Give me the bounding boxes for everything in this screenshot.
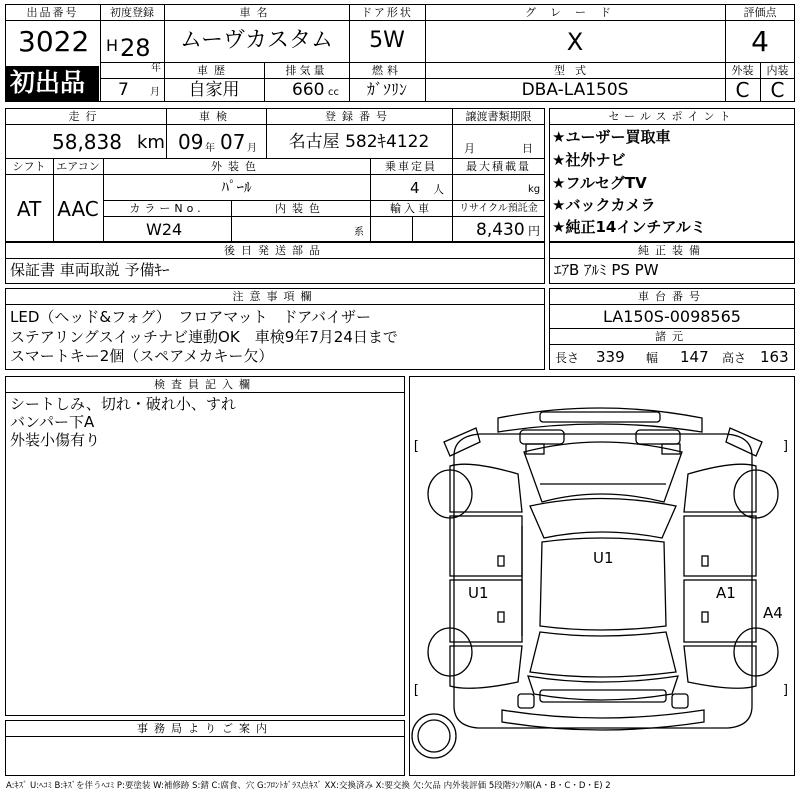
reg-month: 7 xyxy=(118,80,129,100)
inspector-label: 検査員記入欄 xyxy=(154,378,256,391)
recycle-value: 8,430 xyxy=(476,220,525,240)
car-name: ムーヴカスタム xyxy=(180,28,333,53)
length-value: 339 xyxy=(596,348,625,366)
int-grade: C xyxy=(770,78,785,102)
reg-month-unit: 月 xyxy=(150,87,160,98)
sales-point-item: ★社外ナビ xyxy=(552,151,626,169)
color-label: 外装色 xyxy=(211,160,262,173)
car-damage-diagram xyxy=(410,376,796,776)
plate-label: 登録番号 xyxy=(325,110,393,123)
bracket-right-front: ] xyxy=(782,439,790,454)
model-label: 型式 xyxy=(554,64,596,77)
damage-mark-left-door: U1 xyxy=(468,584,489,602)
recycle-unit: 円 xyxy=(528,224,541,238)
interior-label: 内装色 xyxy=(275,202,326,215)
bracket-left-front: [ xyxy=(412,439,420,454)
damage-mark-right-side: A4 xyxy=(763,604,783,622)
inspector-line: 外装小傷有り xyxy=(10,431,101,449)
bracket-right-rear: ] xyxy=(782,683,790,698)
transfer-day: 日 xyxy=(522,142,533,155)
height-value: 163 xyxy=(760,348,789,366)
notes-line: ステアリングスイッチナビ連動OK 車検9年7月24日まで xyxy=(10,328,398,346)
width-label: 幅 xyxy=(646,351,659,365)
name-label: 車名 xyxy=(239,6,274,19)
notes-line: LED（ヘッド&フォグ） フロアマット ドアバイザー xyxy=(10,308,372,326)
details-box xyxy=(5,108,545,242)
inspector-line: シートしみ、切れ・破れ小、すれ xyxy=(10,395,236,413)
inspect-year: 09 xyxy=(178,130,204,154)
shift-value: AT xyxy=(16,197,42,221)
inspector-line: バンパー下A xyxy=(10,413,95,431)
length-label: 長さ xyxy=(555,351,580,365)
later-parts-value: 保証書 車両取説 予備ｷｰ xyxy=(10,261,170,279)
capacity-label: 乗車定員 xyxy=(385,160,437,173)
color-no-label: カラーNo. xyxy=(129,202,205,215)
chassis-label: 車台番号 xyxy=(638,290,706,303)
inspect-month: 07 xyxy=(220,130,246,154)
genuine-value: ｴｱB ｱﾙﾐ PS PW xyxy=(554,261,659,279)
model-value: DBA-LA150S xyxy=(521,80,629,100)
ext-grade: C xyxy=(735,78,750,102)
reg-year-unit: 年 xyxy=(151,63,161,74)
mileage-value: 58,838 xyxy=(52,130,122,154)
first-listing-label: 初出品 xyxy=(10,68,86,97)
interior-unit: 系 xyxy=(354,227,364,238)
grade-label: グレード xyxy=(525,6,625,19)
reg-label: 初度登録 xyxy=(110,6,154,19)
damage-mark-right-door: A1 xyxy=(716,584,736,602)
reg-era: H xyxy=(106,36,119,55)
transfer-month: 月 xyxy=(464,142,475,155)
ext-label: 外装 xyxy=(731,64,754,77)
sales-point-item: ★バックカメラ xyxy=(552,196,656,214)
capacity-unit: 人 xyxy=(433,183,444,196)
sales-point-item: ★ユーザー買取車 xyxy=(552,128,671,146)
sales-point-item: ★純正14インチアルミ xyxy=(552,218,706,236)
sales-points-label: セールスポイント xyxy=(608,110,736,123)
grade-value: X xyxy=(566,28,584,56)
legend-text: A:ｷｽﾞ U:ﾍｺﾐ B:ｷｽﾞを伴うﾍｺﾐ P:要塗装 W:補修跡 S:錆 C:腐食、穴 G:ﾌﾛﾝﾄｶﾞﾗｽ点ｷｽﾞ XX:交換済み X:要交換 欠:欠品 内外装評価 5段階ﾗﾝｸ順(A・B・C・D・E) 2 xyxy=(6,781,611,791)
recycle-label: リサイクル預託金 xyxy=(459,203,538,214)
color-value: ﾊﾟｰﾙ xyxy=(221,178,252,196)
inspect-year-unit: 年 xyxy=(205,143,215,154)
bracket-left-rear: [ xyxy=(412,683,420,698)
transfer-label: 譲渡書類期限 xyxy=(465,110,532,123)
fuel-value: ｶﾞｿﾘﾝ xyxy=(366,80,407,99)
score-label: 評価点 xyxy=(743,6,777,19)
sales-point-item: ★フルセグTV xyxy=(552,174,647,192)
damage-mark-roof: U1 xyxy=(593,549,614,567)
ac-value: AAC xyxy=(57,197,99,221)
shift-label: シフト xyxy=(12,160,46,173)
mileage-unit: km xyxy=(137,132,165,153)
fuel-label: 燃料 xyxy=(372,64,402,77)
load-label: 最大積載量 xyxy=(466,160,531,173)
door-label: ドア形状 xyxy=(361,6,413,19)
lot-number: 3022 xyxy=(18,25,90,58)
load-unit: kg xyxy=(528,184,541,195)
capacity-value: 4 xyxy=(410,179,420,197)
height-label: 高さ xyxy=(722,351,747,365)
int-label: 内装 xyxy=(766,64,789,77)
import-label: 輸入車 xyxy=(390,202,432,215)
score-value: 4 xyxy=(751,25,769,58)
reg-year: 28 xyxy=(120,34,151,62)
history-value: 自家用 xyxy=(188,80,240,100)
door-value: 5W xyxy=(369,28,405,53)
chassis-value: LA150S-0098565 xyxy=(603,307,741,326)
mileage-label: 走行 xyxy=(68,110,103,123)
plate-value: 名古屋 582ｷ4122 xyxy=(288,132,430,152)
inspect-month-unit: 月 xyxy=(247,143,257,154)
dims-label: 諸元 xyxy=(655,330,689,343)
history-label: 車歴 xyxy=(197,64,231,77)
genuine-label: 純正装備 xyxy=(638,244,706,257)
width-value: 147 xyxy=(680,348,709,366)
notes-line: スマートキー2個（スペアメカキー欠） xyxy=(10,347,274,365)
office-label: 事務局よりご案内 xyxy=(137,722,273,735)
disp-value: 660 xyxy=(292,80,325,100)
notes-label: 注意事項欄 xyxy=(232,290,318,303)
ac-label: エアコン xyxy=(56,160,100,173)
disp-unit: cc xyxy=(328,87,339,98)
later-parts-label: 後日発送部品 xyxy=(224,244,326,257)
color-no-value: W24 xyxy=(146,220,183,239)
disp-label: 排気量 xyxy=(285,64,328,77)
inspect-label: 車検 xyxy=(199,110,233,123)
lot-label: 出品番号 xyxy=(26,6,79,19)
